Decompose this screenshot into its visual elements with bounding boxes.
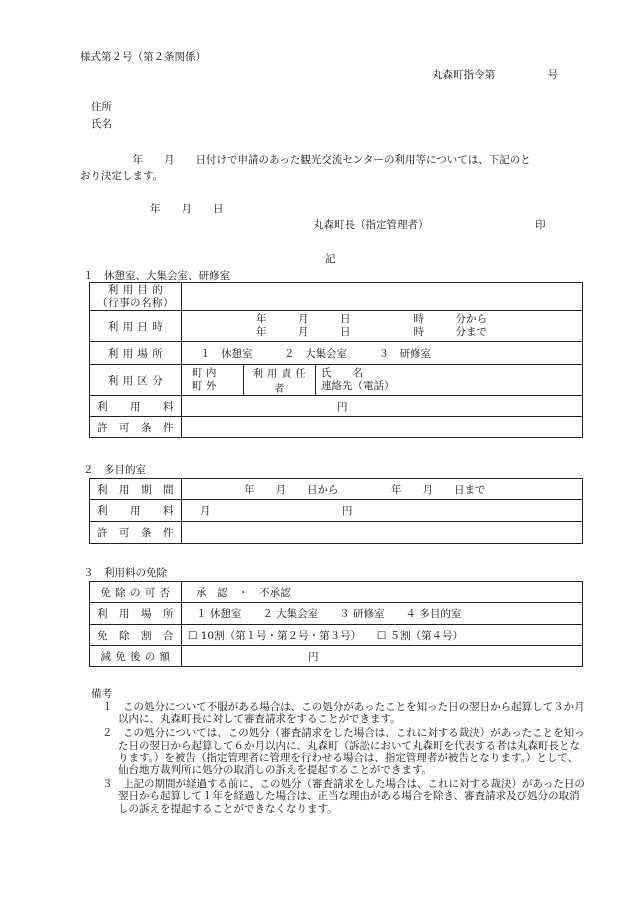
- note-item-1: １ この処分について不服がある場合は、この処分があったことを知った日の翌日から起算して３か月以内に、丸森町長に対して審査請求をすることができます。: [102, 701, 585, 726]
- purpose-label: [90, 283, 182, 311]
- purpose-label-line2: （行事の名称）: [97, 296, 174, 309]
- datetime-from: 年 月 日 時 分から: [256, 313, 487, 325]
- datetime-value[interactable]: [182, 311, 583, 342]
- conditions2-value[interactable]: [182, 522, 583, 544]
- datetime-row: [90, 311, 583, 342]
- purpose-value[interactable]: [182, 283, 583, 311]
- place-label: 利 用 場 所: [90, 342, 182, 365]
- ratio-value[interactable]: ☐ 10割（第１号・第２号・第３号） ☐ ５割（第４号）: [182, 625, 583, 646]
- fee-row: [90, 396, 583, 417]
- period-label: 利 用 期 間: [90, 479, 182, 500]
- address-label: 住所: [91, 101, 112, 113]
- after-label: 減 免 後 の 額: [90, 646, 182, 667]
- conditions-value[interactable]: [182, 417, 583, 438]
- section1-table: [89, 282, 583, 438]
- fee-label: 利 用 料: [90, 396, 182, 417]
- place3-value[interactable]: １ 休憩室 ２ 大集会室 ３ 研修室 ４ 多目的室: [182, 603, 583, 625]
- section3-table: [89, 581, 583, 667]
- approval-value[interactable]: 承 認 ・ 不承認: [182, 582, 583, 603]
- place3-label: 利 用 場 所: [90, 603, 182, 625]
- datetime-label: 利 用 日 時: [90, 311, 182, 342]
- fee-value[interactable]: 円: [182, 396, 583, 417]
- fee2-month: 月: [200, 505, 211, 517]
- after-row: [90, 646, 583, 667]
- intro-line-2: おり決定します。: [80, 170, 164, 182]
- ratio-row: [90, 625, 583, 646]
- name-label: 氏名: [91, 118, 112, 130]
- section2-heading: ２ 多目的室: [83, 464, 146, 476]
- ratio-label: 免 除 割 合: [90, 625, 182, 646]
- place-row: [90, 342, 583, 365]
- responsible-label: 利 用 責 任 者: [244, 365, 316, 396]
- conditions-row: [90, 417, 583, 438]
- form-number: 様式第２号（第２条関係）: [80, 51, 206, 63]
- section3-heading: ３ 利用料の免除: [83, 567, 167, 579]
- responsible-value[interactable]: [316, 365, 583, 396]
- ki-heading: 記: [325, 253, 336, 265]
- responsible-name: 氏 名: [321, 367, 363, 379]
- seal-mark: 印: [535, 219, 546, 231]
- category-label: 利 用 区 分: [90, 365, 182, 396]
- purpose-row: [90, 283, 583, 311]
- fee2-label: 利 用 料: [90, 500, 182, 522]
- conditions2-label: 許 可 条 件: [90, 522, 182, 544]
- category-in: 町 内: [192, 367, 217, 379]
- notes-heading: 備考: [91, 688, 112, 700]
- fee2-value[interactable]: [182, 500, 583, 522]
- conditions-label: 許 可 条 件: [90, 417, 182, 438]
- category-options[interactable]: [182, 365, 244, 396]
- decision-date: 年 月 日: [150, 203, 224, 215]
- conditions2-row: [90, 522, 583, 544]
- fee2-row: [90, 500, 583, 522]
- responsible-contact: 連絡先（電話）: [321, 380, 395, 392]
- fee2-yen: 円: [341, 505, 353, 517]
- note-item-2: ２ この処分については、この処分（審査請求をした場合は、これに対する裁決）があったことを知った日の翌日から起算して６か月以内に、丸森町（訴訟において丸森町を代表する者は丸森町長となります。）を被告（指定管理者に管理を行わせる場合は、指定管理者が被告となります。）として、仙台地方裁判所に処分の取消しの訴えを提起することができます。: [102, 727, 585, 777]
- approval-row: [90, 582, 583, 603]
- section2-table: [89, 478, 583, 544]
- notes-list: [102, 701, 588, 815]
- place3-row: [90, 603, 583, 625]
- intro-line-1: 年 月 日付けで申請のあった観光交流センターの利用等については、下記のと: [80, 154, 531, 166]
- datetime-to: 年 月 日 時 分まで: [256, 326, 487, 338]
- approval-label: 免 除 の 可 否: [90, 582, 182, 603]
- designation-number: 丸森町指令第 号: [432, 69, 558, 81]
- section1-heading: １ 休憩室、大集会室、研修室: [83, 270, 230, 282]
- purpose-label-line1: 利 用 目 的: [107, 283, 164, 296]
- place-value[interactable]: １ 休憩室 ２ 大集会室 ３ 研修室: [182, 342, 583, 365]
- category-out: 町 外: [192, 380, 217, 392]
- note-item-3: ３ 上記の期間が経過する前に、この処分（審査請求をした場合は、これに対する裁決）があった日の翌日から起算して１年を経過した場合は、正当な理由がある場合を除き、審査請求及び処分の取消しの訴えを提起することができなくなります。: [102, 778, 585, 815]
- issuer-title: 丸森町長（指定管理者）: [313, 219, 429, 231]
- after-value[interactable]: 円: [182, 646, 583, 667]
- period-value[interactable]: 年 月 日から 年 月 日まで: [182, 479, 583, 500]
- period-row: [90, 479, 583, 500]
- category-row: [90, 365, 583, 396]
